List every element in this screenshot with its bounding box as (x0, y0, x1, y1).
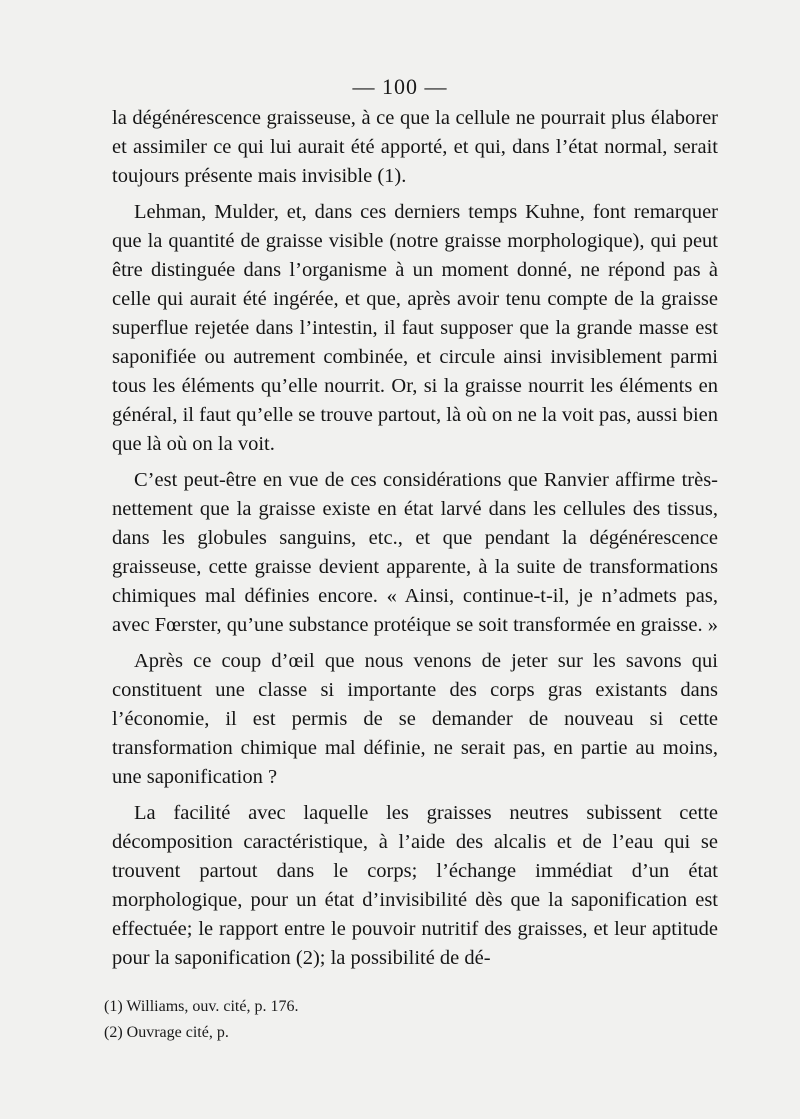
footnote-1: (1) Williams, ouv. cité, p. 176. (104, 998, 299, 1015)
page-number: — 100 — (352, 74, 448, 99)
paragraph-2: Lehman, Mulder, et, dans ces derniers temps Kuhne, font remarquer que la quantité de graisse visible (notre graisse morphologique), qui peut être distinguée dans l’organisme à un moment donné, ne répond pas à celle qui aurait été ingérée, et que, après avoir tenu compte de la graisse superflue rejetée dans l’intestin, il faut supposer que la grande masse est saponifiée ou autrement combinée, et circule ainsi invisiblement parmi tous les éléments qu’elle nourrit. Or, si la graisse nourrit les éléments en général, il faut qu’elle se trouve partout, là où on ne la voit pas, aussi bien que là où on la voit. (112, 201, 718, 455)
paragraph-3: C’est peut-être en vue de ces considérations que Ranvier affirme très-nettement que la graisse existe en état larvé dans les cellules des tissus, dans les globules sanguins, etc., et que pendant la dégénérescence graisseuse, cette graisse devient apparente, à la suite de transformations chimiques mal définies encore. « Ainsi, continue-t-il, je n’admets pas, avec Fœrster, qu’une substance protéique se soit transformée en graisse. » (112, 469, 719, 636)
paragraph-1: la dégénérescence graisseuse, à ce que la cellule ne pourrait plus élaborer et assimiler ce qui lui aurait été apporté, et qui, dans l’état normal, serait toujours présente mais invisible (1). (112, 107, 718, 187)
paragraph-4: Après ce coup d’œil que nous venons de jeter sur les savons qui constituent une classe si importante des corps gras existants dans l’économie, il est permis de se demander de nouveau si cette transformation chimique mal définie, ne serait pas, en partie au moins, une saponification ? (112, 650, 718, 788)
footnotes (104, 994, 624, 1046)
body-text (112, 104, 718, 973)
footnote-2: (2) Ouvrage cité, p. (104, 1024, 229, 1041)
paragraph-5: La facilité avec laquelle les graisses neutres subissent cette décomposition caractéristique, à l’aide des alcalis et de l’eau qui se trouvent partout dans le corps; l’échange immédiat d’un état morphologique, pour un état d’invisibilité dès que la saponification est effectuée; le rapport entre le pouvoir nutritif des graisses, et leur aptitude pour la saponification (2); la possibilité de dé- (112, 802, 718, 969)
